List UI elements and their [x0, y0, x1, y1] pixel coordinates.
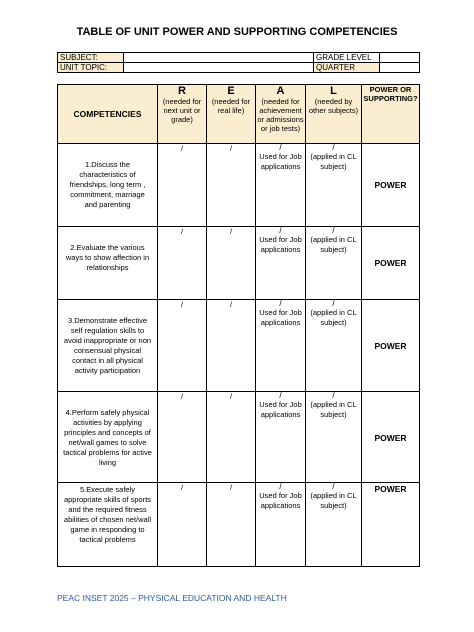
a-text: Used for Job applications — [259, 491, 302, 510]
power-value: POWER — [374, 180, 407, 190]
a-text: Used for Job applications — [259, 152, 302, 171]
header-e-letter: E — [227, 85, 235, 97]
l-text: (applied in CL subject) — [310, 308, 357, 327]
r-cell: / — [158, 483, 207, 567]
header-a-letter: A — [276, 85, 285, 97]
table-row — [58, 392, 420, 483]
header-a-desc: (needed for achievement or admissions or job tests) — [257, 97, 304, 133]
e-cell: / — [207, 392, 256, 483]
l-cell — [306, 144, 362, 227]
table-row — [58, 483, 420, 567]
unit-topic-label: UNIT TOPIC: — [58, 63, 124, 73]
table-row — [58, 227, 420, 300]
e-cell: / — [207, 483, 256, 567]
l-cell — [306, 227, 362, 300]
a-text: Used for Job applications — [259, 308, 302, 327]
grade-level-value — [380, 53, 420, 63]
l-text: (applied in CL subject) — [310, 400, 357, 419]
unit-topic-value — [124, 63, 314, 73]
e-cell: / — [207, 300, 256, 392]
l-cell — [306, 300, 362, 392]
power-value: POWER — [374, 258, 407, 268]
l-text: (applied in CL subject) — [310, 235, 357, 254]
a-mark: / — [279, 299, 282, 308]
r-cell: / — [158, 300, 207, 392]
footer-text: PEAC INSET 2025 – PHYSICAL EDUCATION AND HEALTH — [57, 593, 287, 603]
header-power: POWER OR SUPPORTING? — [362, 85, 420, 144]
a-cell — [256, 144, 306, 227]
table-row — [58, 144, 420, 227]
competency-cell: 2.Evaluate the various ways to show affection in relationships — [58, 227, 158, 300]
subject-label: SUBJECT: — [58, 53, 124, 63]
a-cell — [256, 392, 306, 483]
table-row — [58, 300, 420, 392]
r-cell: / — [158, 227, 207, 300]
document-title: TABLE OF UNIT POWER AND SUPPORTING COMPETENCIES — [76, 26, 398, 38]
header-l-letter: L — [330, 85, 337, 97]
power-value: POWER — [374, 433, 407, 443]
a-mark: / — [279, 143, 282, 152]
competency-cell: 1.Discuss the characteristics of friendships, long term , commitment, marriage and parenting — [58, 144, 158, 227]
power-cell — [362, 300, 420, 392]
power-cell — [362, 227, 420, 300]
header-row — [58, 85, 420, 144]
l-text: (applied in CL subject) — [310, 491, 357, 510]
l-cell — [306, 483, 362, 567]
l-mark: / — [332, 226, 335, 235]
header-r-letter: R — [178, 85, 186, 97]
subject-value — [124, 53, 314, 63]
r-cell: / — [158, 144, 207, 227]
header-e-desc: (needed for real life) — [211, 97, 251, 115]
a-cell — [256, 227, 306, 300]
a-text: Used for Job applications — [259, 400, 302, 419]
info-table — [57, 52, 420, 73]
power-value: POWER — [374, 341, 407, 351]
power-cell — [362, 392, 420, 483]
a-text: Used for Job applications — [259, 235, 302, 254]
l-mark: / — [332, 143, 335, 152]
competency-cell: 4.Perform safely physical activities by applying principles and concepts of net/wall games to solve tactical problems for active living — [58, 392, 158, 483]
power-value: POWER — [374, 484, 407, 494]
e-cell: / — [207, 144, 256, 227]
quarter-value — [380, 63, 420, 73]
grade-level-label: GRADE LEVEL — [314, 53, 380, 63]
competency-cell: 3.Demonstrate effective self regulation skills to avoid inappropriate or non consensual physical contact in all physical activity participation — [58, 300, 158, 392]
header-l-desc: (needed by other subjects) — [308, 97, 359, 115]
power-cell — [362, 144, 420, 227]
l-text: (applied in CL subject) — [310, 152, 357, 171]
a-cell — [256, 483, 306, 567]
l-mark: / — [332, 482, 335, 491]
header-competencies: COMPETENCIES — [58, 85, 158, 144]
l-mark: / — [332, 391, 335, 400]
header-l — [306, 85, 362, 144]
competency-cell: 5.Execute safely appropriate skills of sports and the required fitness abilities of chosen net/wall game in responding to tactical problems — [58, 483, 158, 567]
a-mark: / — [279, 391, 282, 400]
quarter-label: QUARTER — [314, 63, 380, 73]
l-mark: / — [332, 299, 335, 308]
l-cell — [306, 392, 362, 483]
a-mark: / — [279, 482, 282, 491]
e-cell: / — [207, 227, 256, 300]
header-e — [207, 85, 256, 144]
a-cell — [256, 300, 306, 392]
competencies-table — [57, 84, 420, 567]
a-mark: / — [279, 226, 282, 235]
header-r — [158, 85, 207, 144]
r-cell: / — [158, 392, 207, 483]
header-r-desc: (needed for next unit or grade) — [162, 97, 202, 124]
header-a — [256, 85, 306, 144]
power-cell — [362, 483, 420, 567]
